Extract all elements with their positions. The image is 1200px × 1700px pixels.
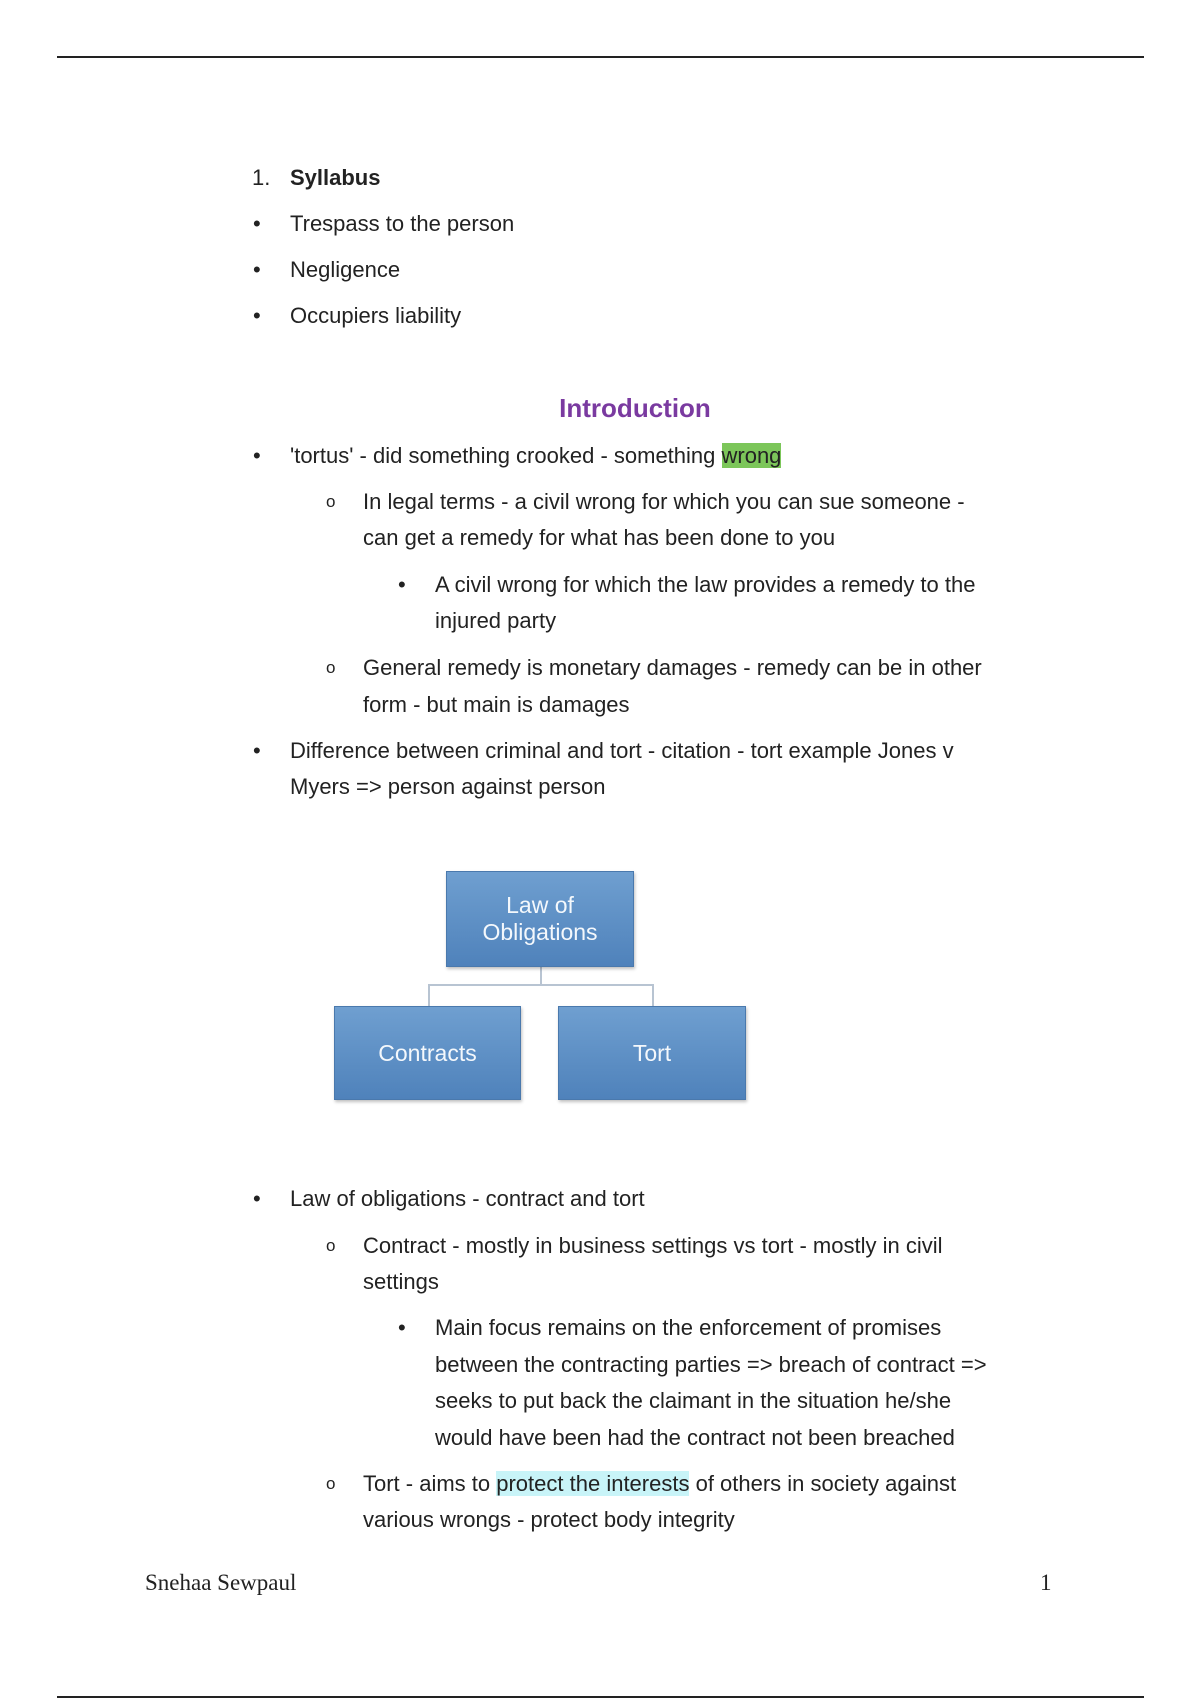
- footer-rule: [57, 1696, 1144, 1698]
- bullet-icon: [253, 252, 261, 288]
- connector-line: [428, 984, 654, 986]
- bullet-icon: [398, 567, 406, 603]
- page-number: 1: [1040, 1570, 1052, 1595]
- tort-text: Tort - aims to: [363, 1471, 497, 1496]
- list-line: injured party: [435, 608, 557, 633]
- list-line: Main focus remains on the enforcement of promises: [435, 1315, 942, 1340]
- list-number: 1.: [252, 165, 271, 190]
- section-heading-introduction: Introduction: [559, 393, 711, 423]
- bullet-icon: [253, 733, 261, 769]
- list-line: can get a remedy for what has been done to you: [363, 525, 836, 550]
- tort-line: [363, 1466, 956, 1502]
- bullet-icon: [398, 1310, 406, 1346]
- circle-bullet-icon: o: [326, 492, 336, 511]
- diagram-box-contracts: [334, 1006, 521, 1100]
- list-line: General remedy is monetary damages - remedy can be in other: [363, 655, 982, 680]
- list-line: between the contracting parties => breach of contract =>: [435, 1352, 987, 1377]
- list-line: Law of obligations - contract and tort: [290, 1186, 645, 1211]
- highlighted-phrase: protect the interests: [496, 1471, 690, 1496]
- list-line: Contract - mostly in business settings vs tort - mostly in civil: [363, 1233, 943, 1258]
- circle-bullet-icon: o: [326, 658, 336, 677]
- list-line: various wrongs - protect body integrity: [363, 1507, 735, 1532]
- circle-bullet-icon: o: [326, 1236, 336, 1255]
- list-line: In legal terms - a civil wrong for which you can sue someone -: [363, 489, 965, 514]
- bullet-icon: [253, 298, 261, 334]
- diagram-root-line: Obligations: [482, 919, 598, 945]
- bullet-icon: [253, 438, 261, 474]
- bullet-icon: [253, 206, 261, 242]
- diagram-box-label: Tort: [632, 1039, 672, 1066]
- diagram-box-root: [446, 871, 634, 967]
- bullet-icon: [253, 1181, 261, 1217]
- tortus-line: [290, 438, 781, 474]
- highlighted-word: wrong: [721, 443, 782, 468]
- header-rule: [57, 56, 1144, 58]
- diagram-root-line: Law of: [506, 892, 574, 918]
- circle-bullet-icon: o: [326, 1474, 336, 1493]
- diagram-box-tort: [558, 1006, 746, 1100]
- list-line: settings: [363, 1269, 439, 1294]
- connector-line: [540, 967, 542, 985]
- syllabus-title: Syllabus: [290, 165, 381, 190]
- list-line: form - but main is damages: [363, 692, 630, 717]
- list-line: Difference between criminal and tort - citation - tort example Jones v: [290, 738, 954, 763]
- list-line: Myers => person against person: [290, 774, 606, 799]
- list-line: seeks to put back the claimant in the situation he/she: [435, 1388, 952, 1413]
- list-line: would have been had the contract not been breached: [435, 1425, 955, 1450]
- connector-line: [652, 984, 654, 1007]
- tortus-text: 'tortus' - did something crooked - something: [290, 443, 722, 468]
- connector-line: [428, 984, 430, 1007]
- list-line: A civil wrong for which the law provides a remedy to the: [435, 572, 976, 597]
- syllabus-item: Trespass to the person: [290, 211, 515, 236]
- syllabus-item: Occupiers liability: [290, 303, 462, 328]
- footer-author: Snehaa Sewpaul: [145, 1570, 297, 1595]
- diagram-box-label: Contracts: [378, 1039, 477, 1066]
- tort-text: of others in society against: [689, 1471, 957, 1496]
- syllabus-item: Negligence: [290, 257, 401, 282]
